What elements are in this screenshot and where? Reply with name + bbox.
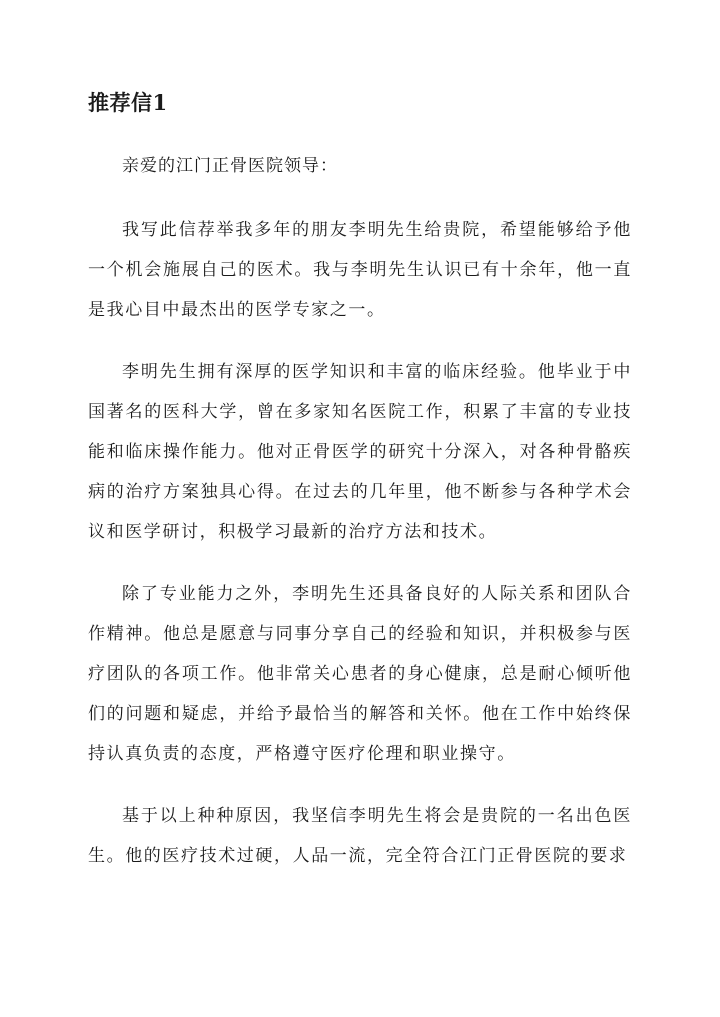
document-title: 推荐信1	[88, 90, 168, 115]
paragraph-conclusion: 基于以上种种原因，我坚信李明先生将会是贵院的一名出色医生。他的医疗技术过硬，人品一流，完全符合江门正骨医院的要求	[88, 806, 632, 866]
paragraph-intro: 我写此信荐举我多年的朋友李明先生给贵院，希望能够给予他一个机会施展自己的医术。我与李明先生认识已有十余年，他一直是我心目中最杰出的医学专家之一。	[88, 220, 632, 320]
paragraph-expertise: 李明先生拥有深厚的医学知识和丰富的临床经验。他毕业于中国著名的医科大学，曾在多家知名医院工作，积累了丰富的专业技能和临床操作能力。他对正骨医学的研究十分深入，对各种骨骼疾病的治疗方案独具心得。在过去的几年里，他不断参与各种学术会议和医学研讨，积极学习最新的治疗方法和技术。	[88, 362, 632, 542]
salutation: 亲爱的江门正骨医院领导：	[122, 156, 338, 176]
paragraph-teamwork: 除了专业能力之外，李明先生还具备良好的人际关系和团队合作精神。他总是愿意与同事分享自己的经验和知识，并积极参与医疗团队的各项工作。他非常关心患者的身心健康，总是耐心倾听他们的问题和疑虑，并给予最恰当的解答和关怀。他在工作中始终保持认真负责的态度，严格遵守医疗伦理和职业操守。	[88, 584, 632, 764]
